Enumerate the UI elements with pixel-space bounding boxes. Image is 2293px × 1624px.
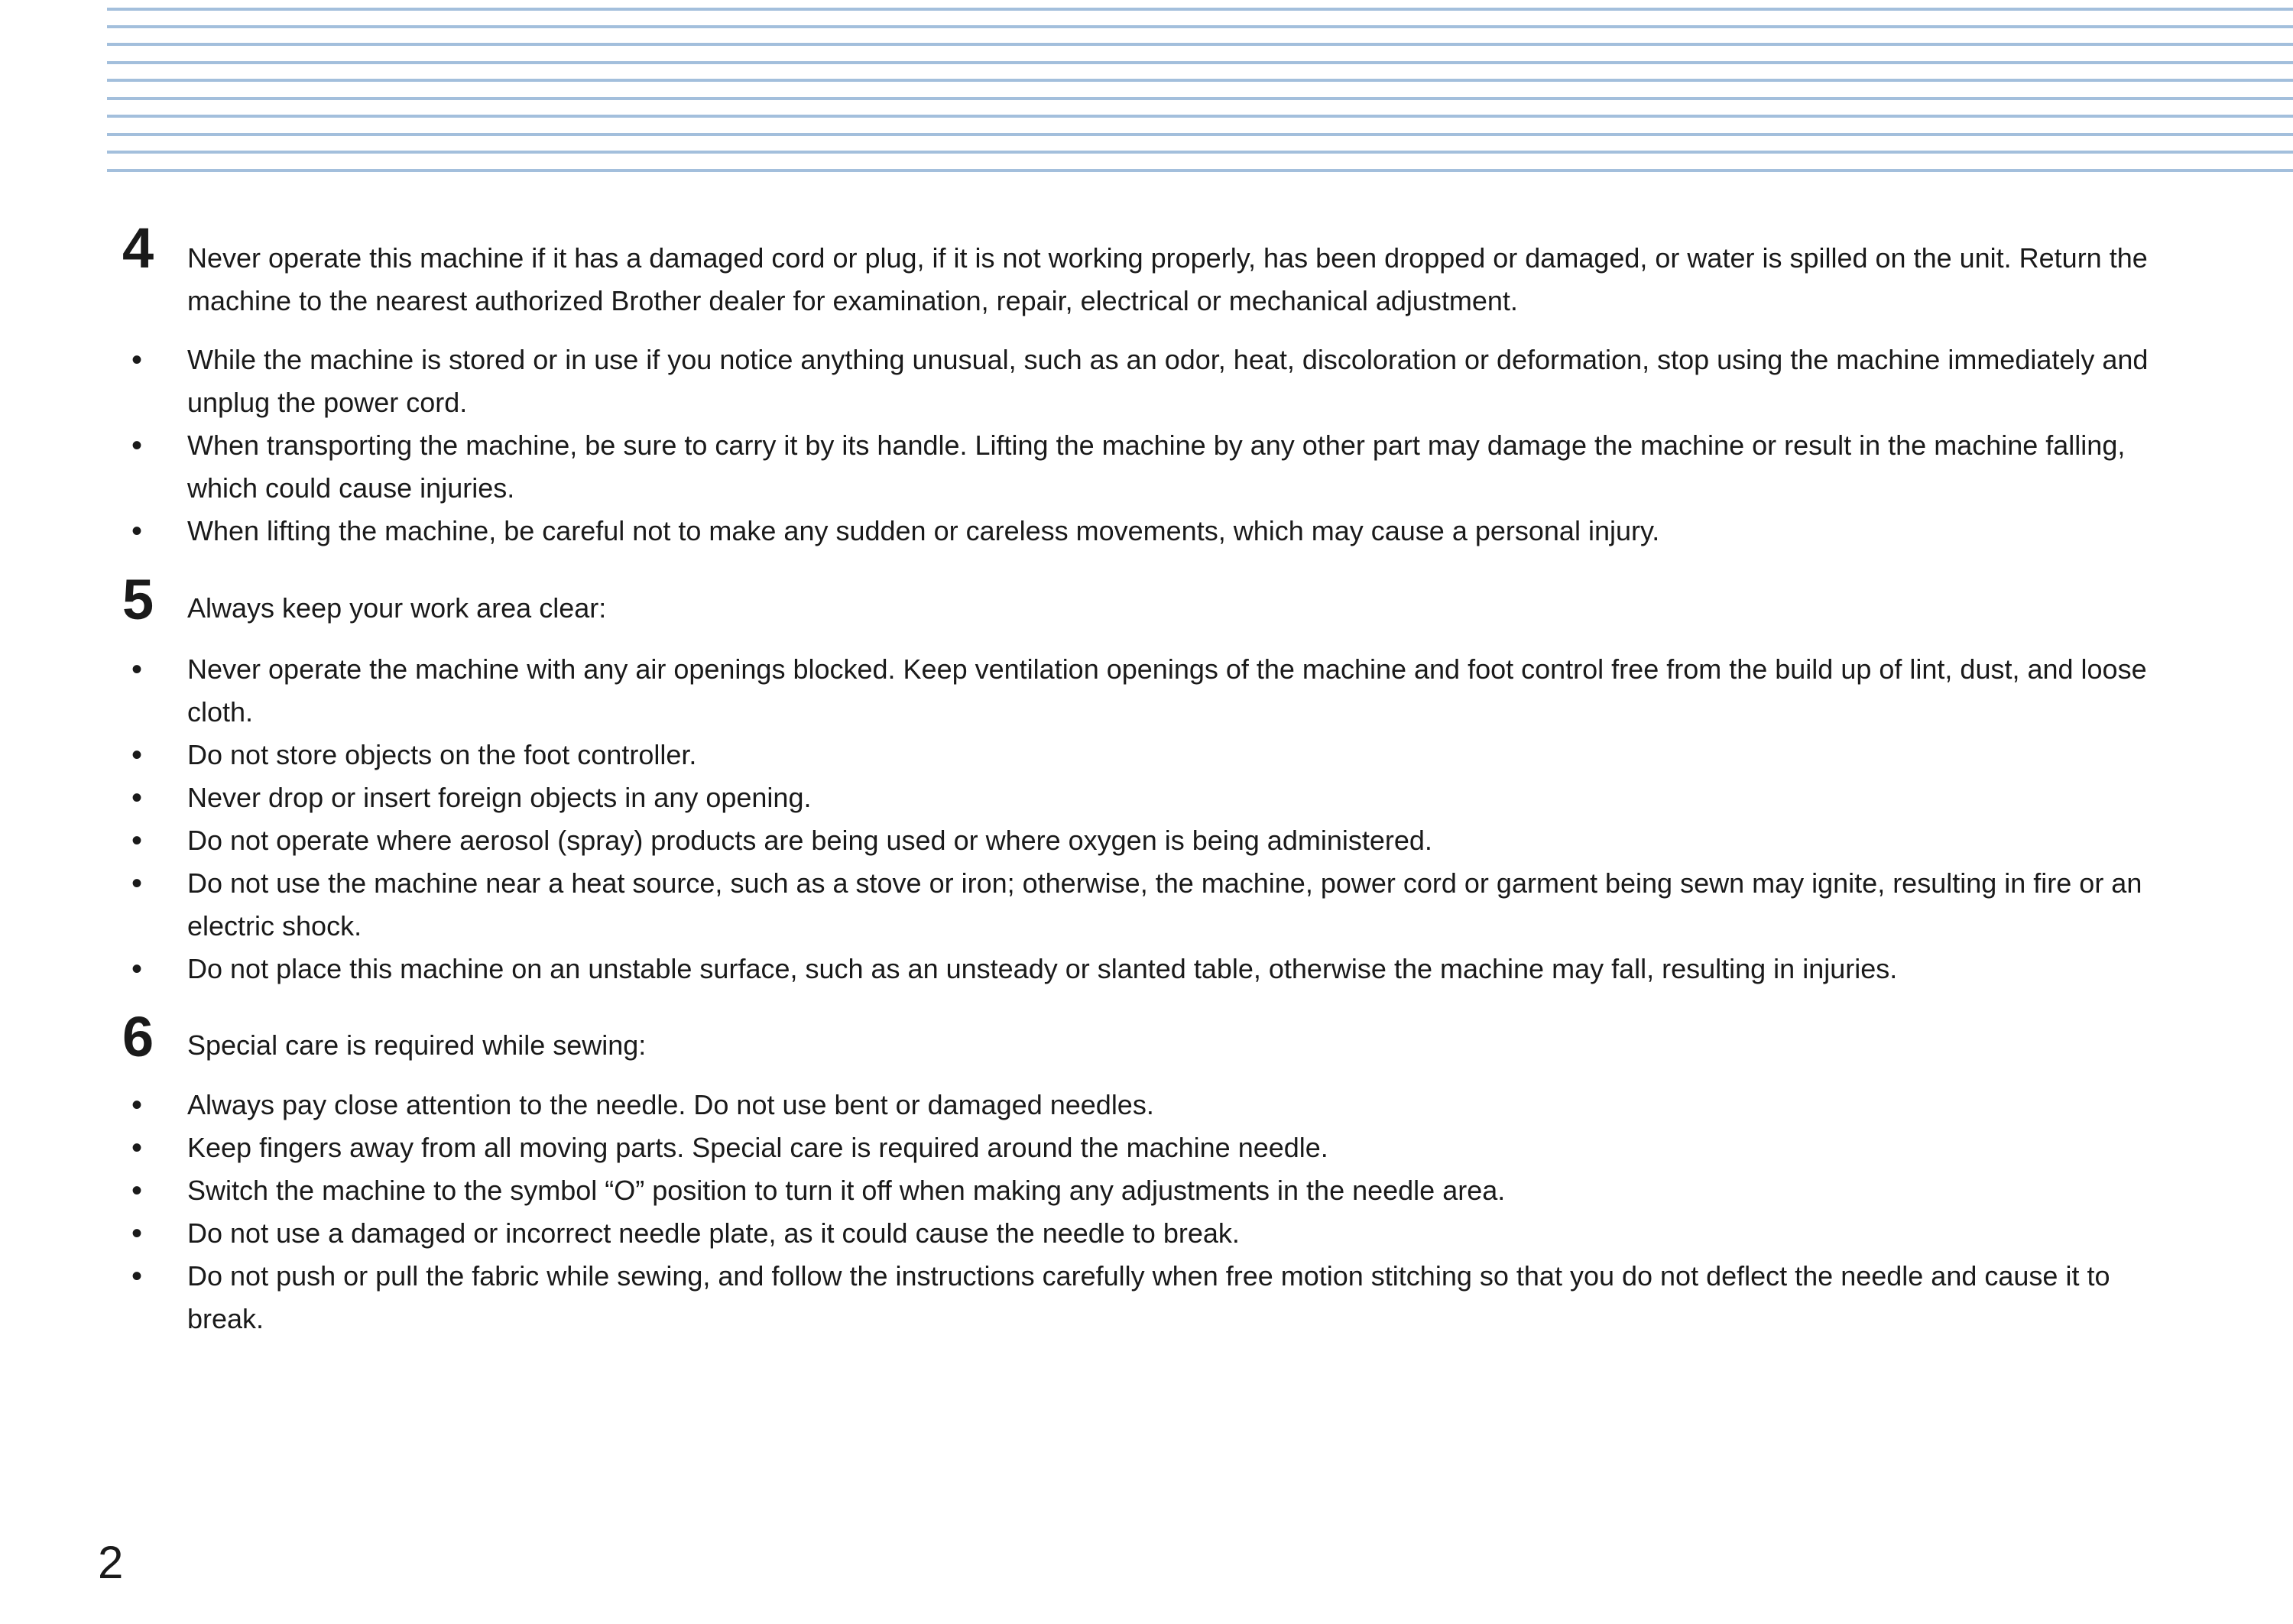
header-stripe	[107, 169, 2293, 172]
bullet-icon: •	[131, 781, 143, 815]
header-stripe	[107, 61, 2293, 64]
header-stripe	[107, 25, 2293, 28]
header-stripe	[107, 97, 2293, 100]
list-item-text: Never drop or insert foreign objects in any opening.	[187, 782, 812, 813]
list-item-text: Always pay close attention to the needle. Do not use bent or damaged needles.	[187, 1089, 1154, 1120]
header-stripe	[107, 133, 2293, 136]
header-stripe	[107, 43, 2293, 46]
bullet-icon: •	[131, 514, 143, 548]
bullet-icon: •	[131, 653, 143, 686]
list-item-text: Do not use the machine near a heat source, such as a stove or iron; otherwise, the machine, power cord or garment being sewn may ignite, resulting in fire or an electric shock.	[187, 867, 2142, 942]
header-stripe	[107, 115, 2293, 118]
bullet-icon: •	[131, 738, 143, 772]
list-item-text: When transporting the machine, be sure to carry it by its handle. Lifting the machine by any other part may damage the machine or result in the machine falling, which could cause injuries.	[187, 430, 2126, 504]
list-item-text: When lifting the machine, be careful not to make any sudden or careless movements, which may cause a personal injury.	[187, 515, 1660, 546]
bullet-icon: •	[131, 1217, 143, 1250]
list-item-text: Do not operate where aerosol (spray) products are being used or where oxygen is being administered.	[187, 825, 1432, 856]
bullet-icon: •	[131, 429, 143, 462]
header-stripe	[107, 8, 2293, 11]
header-stripe	[107, 79, 2293, 82]
list-item-text: Keep fingers away from all moving parts. Special care is required around the machine needle.	[187, 1132, 1328, 1163]
bullet-icon: •	[131, 867, 143, 900]
bullet-icon: •	[131, 1174, 143, 1207]
list-item-text: Do not use a damaged or incorrect needle plate, as it could cause the needle to break.	[187, 1217, 1240, 1249]
section-intro: Special care is required while sewing:	[187, 1029, 647, 1061]
bullet-icon: •	[131, 1259, 143, 1293]
bullet-icon: •	[131, 952, 143, 986]
list-item-text: Do not place this machine on an unstable surface, such as an unsteady or slanted table, otherwise the machine may fall, resulting in injuries.	[187, 953, 1898, 984]
section-intro: Never operate this machine if it has a damaged cord or plug, if it is not working properly, has been dropped or damaged, or water is spilled on the unit. Return the machine to the nearest authorized Brother dealer for examination, repair, electrical or mechanical adjustment.	[187, 242, 2148, 316]
section-intro: Always keep your work area clear:	[187, 592, 607, 624]
header-stripes	[107, 0, 2293, 183]
bullet-icon: •	[131, 1131, 143, 1165]
section-number: 5	[122, 568, 154, 631]
bullet-icon: •	[131, 1088, 143, 1122]
bullet-icon: •	[131, 824, 143, 857]
section-number: 6	[122, 1005, 154, 1068]
bullet-icon: •	[131, 343, 143, 377]
list-item-text: Do not push or pull the fabric while sewing, and follow the instructions carefully when free motion stitching so that you do not deflect the needle and cause it to break.	[187, 1260, 2110, 1334]
header-stripe	[107, 151, 2293, 154]
list-item-text: While the machine is stored or in use if you notice anything unusual, such as an odor, heat, discoloration or deformation, stop using the machine immediately and unplug the power cord.	[187, 344, 2149, 418]
section-number: 4	[122, 216, 154, 280]
list-item-text: Do not store objects on the foot controller.	[187, 739, 697, 770]
list-item-text: Switch the machine to the symbol “O” position to turn it off when making any adjustments in the needle area.	[187, 1175, 1506, 1206]
page-number: 2	[98, 1537, 124, 1588]
list-item-text: Never operate the machine with any air openings blocked. Keep ventilation openings of the machine and foot control free from the build up of lint, dust, and loose cloth.	[187, 653, 2147, 728]
